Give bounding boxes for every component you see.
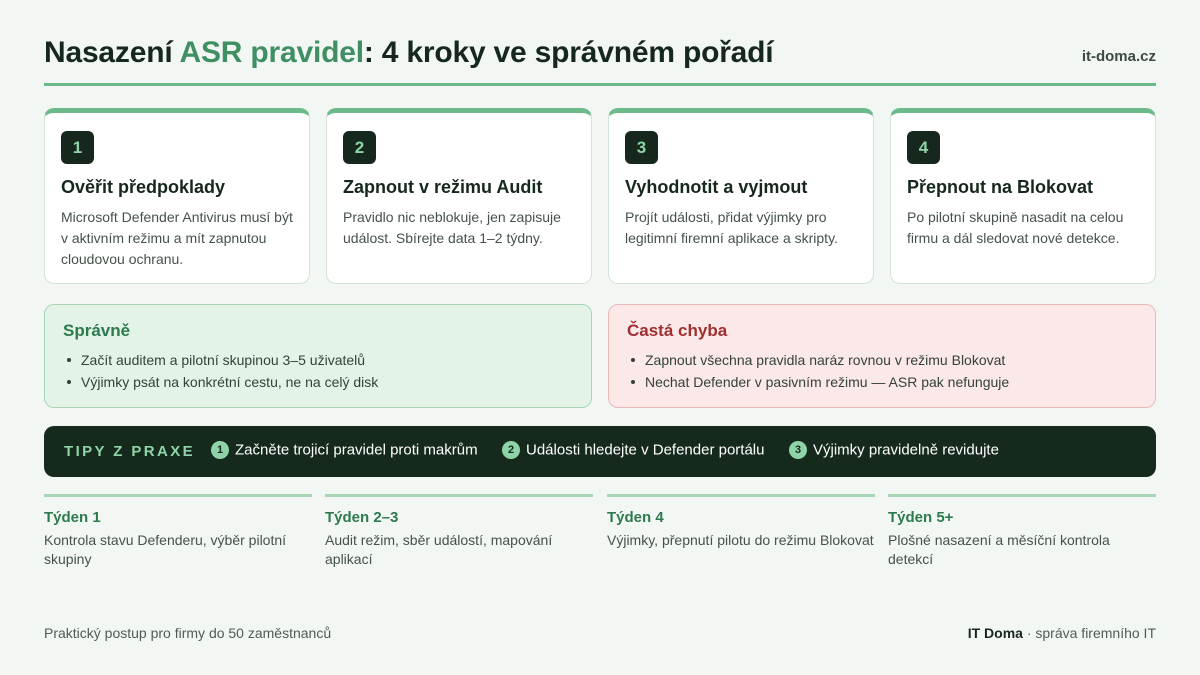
step-description: Projít události, přidat výjimky pro legitimní firemní aplikace a skripty. — [625, 209, 838, 246]
footer-note: Praktický postup pro firmy do 50 zaměstnanců — [44, 625, 332, 641]
tip-number: 3 — [789, 441, 807, 459]
tip-text: Začněte trojicí pravidel proti makrům — [235, 441, 478, 459]
mistake-list — [627, 349, 1137, 393]
tip-item-1 — [211, 441, 478, 461]
step-number: 4 — [907, 131, 940, 164]
title-part-2: : 4 kroky ve správném pořadí — [363, 36, 774, 69]
correct-box — [44, 304, 592, 408]
step-number: 3 — [625, 131, 658, 164]
steps-row — [44, 108, 1156, 284]
week-description: Plošné nasazení a měsíční kontrola detekcí — [888, 532, 1110, 567]
mistake-box — [608, 304, 1156, 408]
step-card-4 — [890, 108, 1156, 284]
week-description: Výjimky, přepnutí pilotu do režimu Blokovat — [607, 532, 874, 548]
header — [44, 30, 1156, 86]
list-item: Zapnout všechna pravidla naráz rovnou v režimu Blokovat — [627, 349, 1137, 371]
timeline-week-2 — [325, 494, 593, 569]
tip-text: Výjimky pravidelně revidujte — [813, 441, 999, 459]
week-title: Týden 2–3 — [325, 509, 399, 526]
tip-item-3 — [789, 441, 999, 461]
correct-title: Správně — [63, 321, 131, 340]
tips-bar — [44, 426, 1156, 477]
list-item: Začít auditem a pilotní skupinou 3–5 uživatelů — [63, 349, 573, 371]
timeline-week-3 — [607, 494, 875, 550]
step-description: Microsoft Defender Antivirus musí být v aktivním režimu a mít zapnutou cloudovou ochranu. — [61, 209, 293, 267]
step-title: Ověřit předpoklady — [61, 177, 226, 197]
title-part-1: Nasazení — [44, 36, 180, 69]
week-title: Týden 5+ — [888, 509, 954, 526]
footer-brand-name: IT Doma — [967, 625, 1023, 641]
step-card-3 — [608, 108, 874, 284]
tip-text: Události hledejte v Defender portálu — [526, 441, 765, 459]
title-accent: ASR pravidel — [179, 36, 364, 69]
list-item: Výjimky psát na konkrétní cestu, ne na celý disk — [63, 371, 573, 393]
week-title: Týden 4 — [607, 509, 664, 526]
week-description: Audit režim, sběr událostí, mapování aplikací — [325, 532, 553, 567]
tips-label: TIPY Z PRAXE — [64, 443, 196, 460]
step-title: Vyhodnotit a vyjmout — [625, 177, 808, 197]
timeline-week-4 — [888, 494, 1156, 569]
timeline-week-1 — [44, 494, 312, 569]
week-description: Kontrola stavu Defenderu, výběr pilotní skupiny — [44, 532, 287, 567]
tip-item-2 — [502, 441, 764, 461]
page-title — [44, 36, 773, 70]
brand-link[interactable]: it-doma.cz — [1081, 48, 1156, 65]
step-number: 2 — [343, 131, 376, 164]
step-title: Zapnout v režimu Audit — [343, 177, 543, 197]
footer-brand — [968, 625, 1156, 641]
step-description: Po pilotní skupině nasadit na celou firmu a dál sledovat nové detekce. — [907, 209, 1124, 246]
tip-number: 2 — [502, 441, 520, 459]
step-number: 1 — [61, 131, 94, 164]
mistake-title: Častá chyba — [627, 321, 728, 340]
list-item: Nechat Defender v pasivním režimu — ASR pak nefunguje — [627, 371, 1137, 393]
step-description: Pravidlo nic neblokuje, jen zapisuje událost. Sbírejte data 1–2 týdny. — [343, 209, 561, 246]
step-card-1 — [44, 108, 310, 284]
step-card-2 — [326, 108, 592, 284]
footer-brand-tagline: · správa firemního IT — [1022, 625, 1156, 641]
tip-number: 1 — [211, 441, 229, 459]
correct-list — [63, 349, 573, 393]
week-title: Týden 1 — [44, 509, 101, 526]
step-title: Přepnout na Blokovat — [907, 177, 1094, 197]
